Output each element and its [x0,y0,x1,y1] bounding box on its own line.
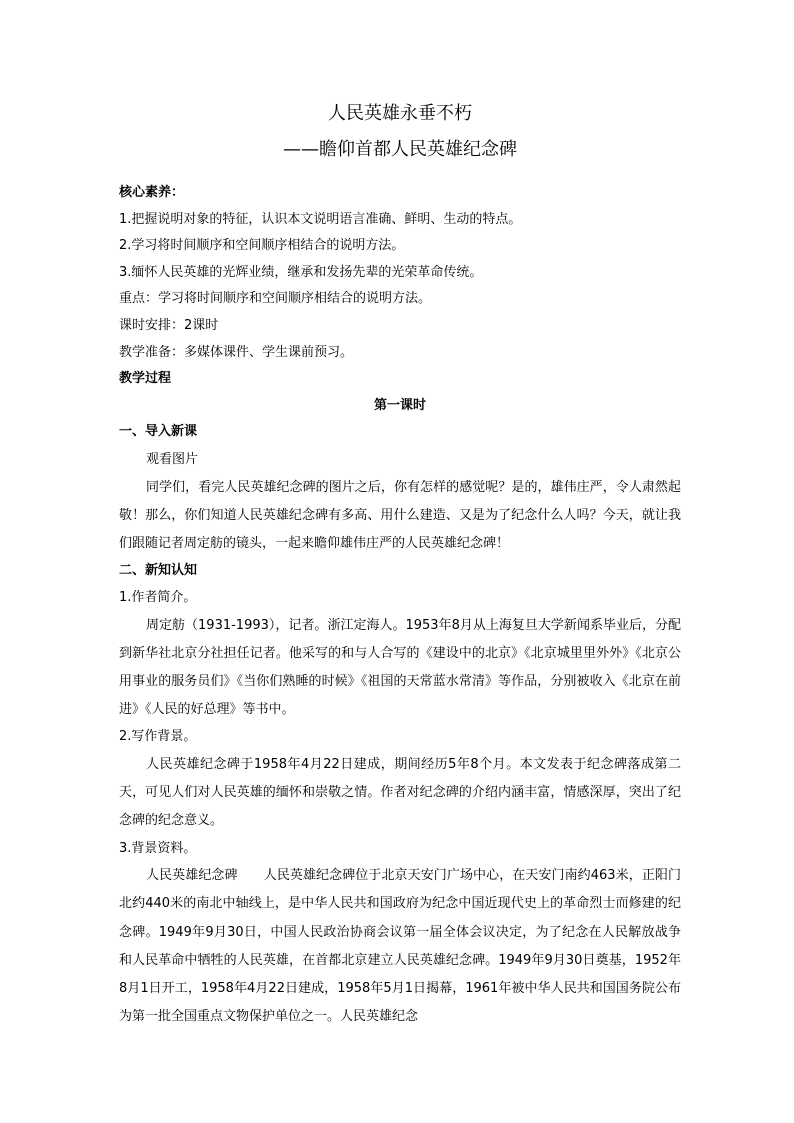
section2-heading: 二、新知认知 [119,563,198,579]
item2-text: 人民英雄纪念碑于1958年4月22日建成，期间经历5年8个月。本文发表于纪念碑落成第二天，可见人们对人民英雄的缅怀和崇敬之情。作者对纪念碑的介绍内涵丰富，情感深厚，突出了纪念碑的纪念意义。 [119,756,681,829]
process-heading: 教学过程 [119,371,172,387]
section1-heading: 一、导入新课 [119,424,198,440]
lesson-heading: 第一课时 [373,397,426,413]
item1-heading: 1.作者简介。 [119,589,197,605]
document-page [119,96,681,1031]
item3-text: 人民英雄纪念碑 人民英雄纪念碑位于北京天安门广场中心，在天安门南约463米，正阳门北约440米的南北中轴线上，是中华人民共和国政府为纪念中国近现代史上的革命烈士而修建的纪念碑。1949年9月30日，中国人民政治协商会议第一届全体会议决定，为了纪念在人民解放战争和人民革命中牺牲的人民英雄，在首都北京建立人民英雄纪念碑。1949年9月30日奠基，1952年8月1日开工，1958年4月22日建成，1958年5月1日揭幕，1961年被中华人民共和国国务院公布为第一批全国重点文物保护单位之一。人民英雄纪念 [119,868,681,1025]
item2-heading: 2.写作背景。 [119,729,197,745]
item3-heading: 3.背景资料。 [119,840,197,856]
item1-text: 周定舫（1931-1993），记者。浙江定海人。1953年8月从上海复旦大学新闻系毕业后，分配到新华社北京分社担任记者。他采写的和与人合写的《建设中的北京》《北京城里里外外》《北京公用事业的服务员们》《当你们熟睡的时候》《祖国的天常蓝水常清》等作品，分别被收入《北京在前进》《人民的好总理》等书中。 [119,617,681,718]
core-item-3: 3.缅怀人民英雄的光辉业绩，继承和发扬先辈的光荣革命传统。 [119,264,483,280]
schedule: 课时安排：2课时 [119,317,219,333]
core-item-2: 2.学习将时间顺序和空间顺序相结合的说明方法。 [119,238,405,254]
section1-line1: 观看图片 [146,451,199,467]
key-point: 重点：学习将时间顺序和空间顺序相结合的说明方法。 [119,291,432,307]
document-subtitle: ——瞻仰首都人民英雄纪念碑 [283,139,517,160]
document-title: 人民英雄永垂不朽 [328,103,472,124]
section1-paragraph: 同学们，看完人民英雄纪念碑的图片之后，你有怎样的感觉呢？是的，雄伟庄严，令人肃然起敬！那么，你们知道人民英雄纪念碑有多高、用什么建造、又是为了纪念什么人吗？今天，就让我们跟随记者周定舫的镜头，一起来瞻仰雄伟庄严的人民英雄纪念碑！ [119,479,681,552]
core-heading: 核心素养： [119,185,185,200]
core-item-1: 1.把握说明对象的特征，认识本文说明语言准确、鲜明、生动的特点。 [119,211,522,227]
preparation: 教学准备：多媒体课件、学生课前预习。 [119,344,354,360]
